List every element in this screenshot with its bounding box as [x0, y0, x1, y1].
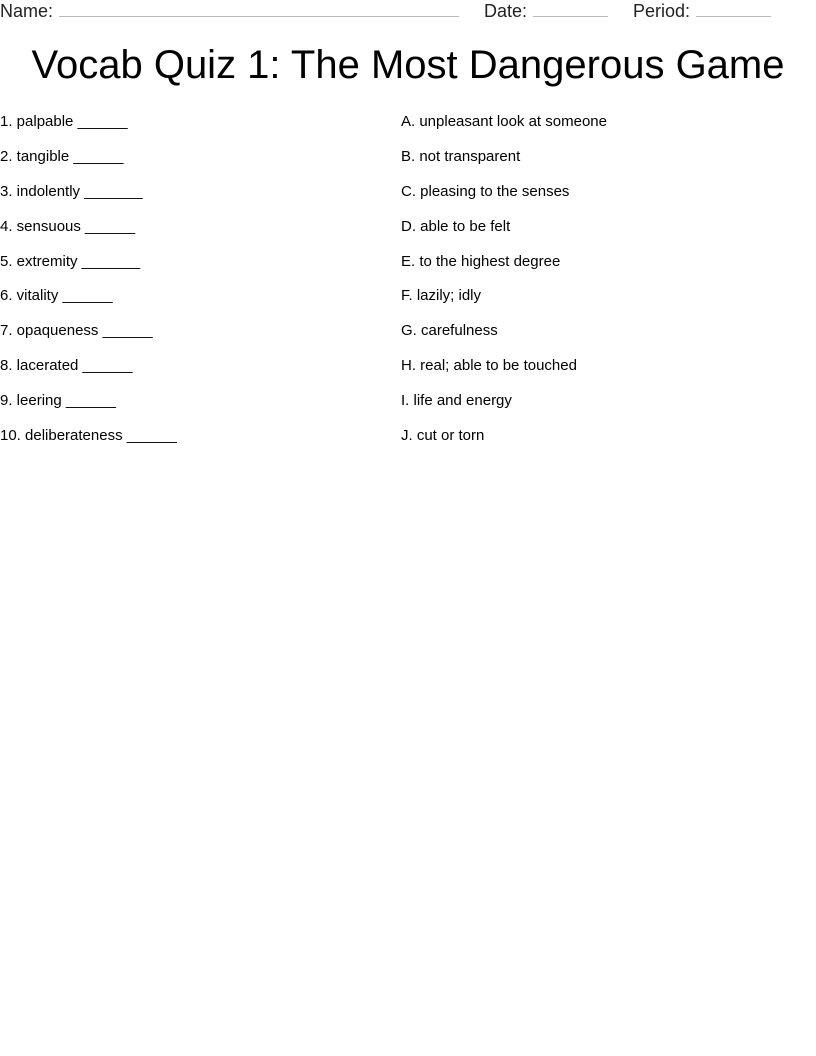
period-label: Period: [633, 1, 691, 21]
definition-item: F. lazily; idly [401, 287, 482, 305]
vocab-term-item[interactable]: 9. leering ______ [0, 392, 116, 410]
period-blank-line[interactable] [696, 0, 771, 17]
vocab-term-item[interactable]: 6. vitality ______ [0, 287, 113, 305]
definition-item: H. real; able to be touched [401, 357, 577, 375]
definition-item: I. life and energy [401, 392, 512, 410]
vocab-term-item[interactable]: 10. deliberateness ______ [0, 427, 177, 445]
definition-item: B. not transparent [401, 147, 521, 165]
vocab-term-item[interactable]: 3. indolently _______ [0, 182, 143, 200]
date-label: Date: [484, 1, 528, 21]
definition-item: G. carefulness [401, 322, 498, 340]
definition-item: D. able to be felt [401, 217, 511, 235]
vocab-term-item[interactable]: 8. lacerated ______ [0, 357, 133, 375]
vocab-term-item[interactable]: 7. opaqueness ______ [0, 322, 153, 340]
definition-item: A. unpleasant look at someone [401, 113, 607, 130]
vocab-term-item[interactable]: 2. tangible ______ [0, 147, 124, 165]
name-blank-line[interactable] [59, 0, 459, 17]
student-info-header [0, 0, 816, 24]
date-field[interactable] [484, 0, 608, 21]
vocab-term-list [0, 113, 380, 462]
vocab-term-item[interactable]: 1. palpable ______ [0, 113, 128, 130]
definition-item: E. to the highest degree [401, 252, 561, 270]
period-field[interactable] [633, 0, 771, 21]
name-label: Name: [0, 1, 54, 21]
date-blank-line[interactable] [533, 0, 608, 17]
definition-item: C. pleasing to the senses [401, 182, 570, 200]
vocab-term-item[interactable]: 4. sensuous ______ [0, 217, 136, 235]
definition-list [401, 113, 801, 462]
vocab-term-item[interactable]: 5. extremity _______ [0, 252, 141, 270]
definition-item: J. cut or torn [401, 427, 485, 445]
name-field[interactable] [0, 0, 459, 21]
quiz-title: Vocab Quiz 1: The Most Dangerous Game [31, 43, 785, 87]
